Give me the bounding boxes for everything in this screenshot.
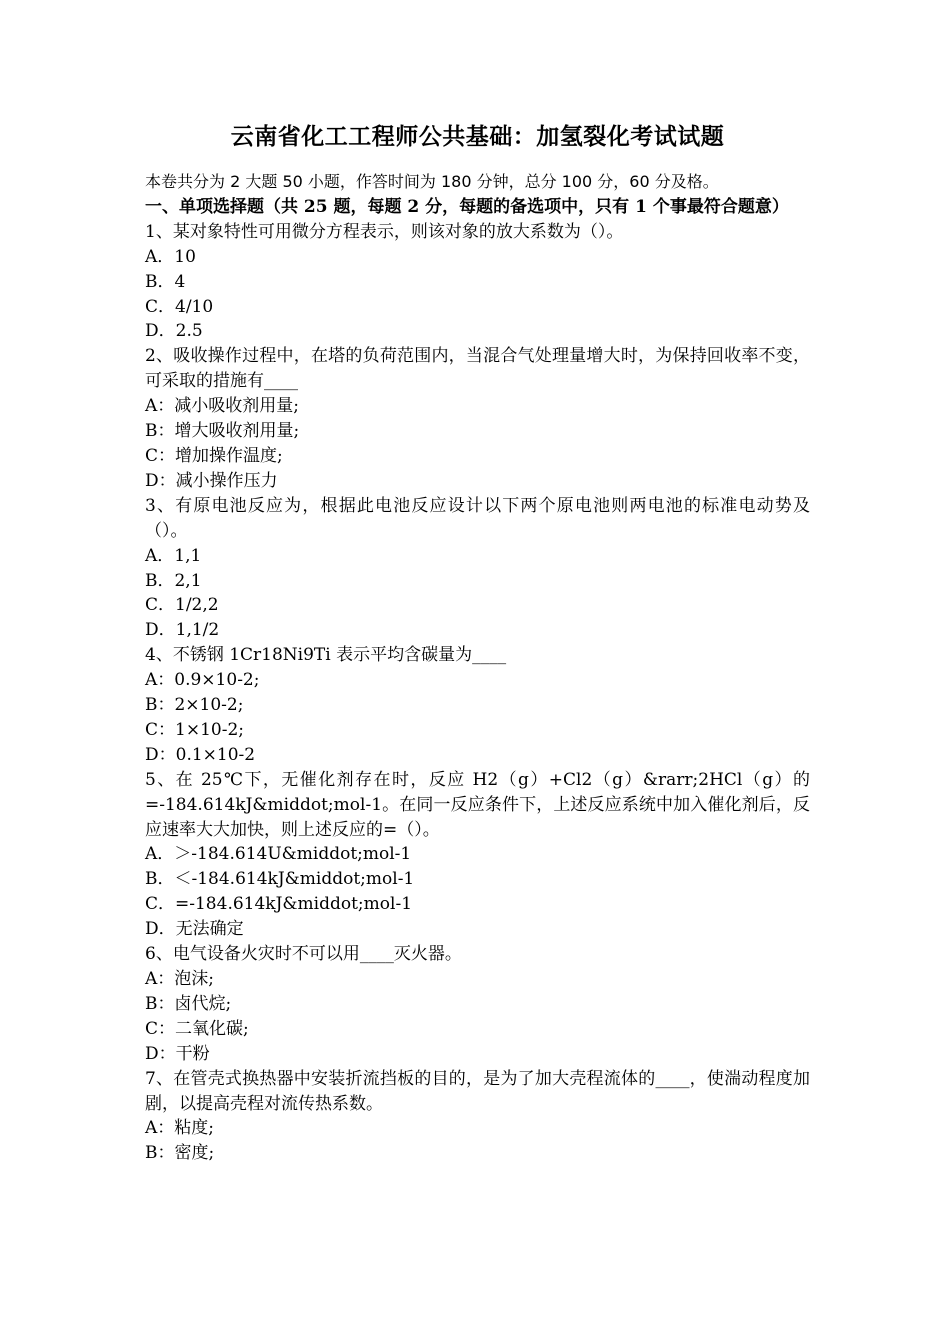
option-a: A：粘度; (145, 1118, 215, 1139)
document-content (145, 118, 810, 1166)
document-title: 云南省化工工程师公共基础：加氢裂化考试试题 (230, 123, 725, 150)
question-5 (145, 768, 810, 942)
question-stem: 4、不锈钢 1Cr18Ni9Ti 表示平均含碳量为____ (145, 645, 507, 666)
option-d: D：0.1×10-2 (145, 744, 256, 765)
option-b: B．＜-184.614kJ&middot;mol-1 (145, 869, 415, 890)
option-a: A．＞-184.614U&middot;mol-1 (145, 844, 412, 865)
option-b: B：密度; (145, 1143, 215, 1164)
question-3 (145, 494, 810, 643)
question-stem: 6、电气设备火灾时不可以用____灭火器。 (145, 944, 462, 965)
option-c: C．=-184.614kJ&middot;mol-1 (145, 894, 413, 915)
option-d: D：减小操作压力 (145, 470, 278, 491)
option-d: D：干粉 (145, 1043, 210, 1064)
option-b: B：卤代烷; (145, 993, 232, 1014)
section-heading-single-choice: 一、单项选择题（共 25 题，每题 2 分，每题的备选项中，只有 1 个事最符合题意） (145, 196, 789, 217)
option-a: A．10 (145, 246, 196, 267)
question-7 (145, 1067, 810, 1167)
option-c: C：二氧化碳; (145, 1018, 249, 1039)
option-d: D．无法确定 (145, 919, 244, 940)
option-c: C．1/2,2 (145, 595, 219, 616)
exam-intro: 本卷共分为 2 大题 50 小题，作答时间为 180 分钟，总分 100 分，60 分及格。 (145, 172, 719, 191)
option-b: B：增大吸收剂用量; (145, 421, 300, 442)
option-a: A．1,1 (145, 545, 202, 566)
question-stem: 5、在 25℃下，无催化剂存在时，反应 H2（g）+Cl2（g）&rarr;2HCl（g）的=-184.614kJ&middot;mol-1。在同一反应条件下，上述反应系统中加入催化剂后，反应速率大大加快，则上述反应的=（）。 (145, 769, 810, 840)
question-stem: 1、某对象特性可用微分方程表示，则该对象的放大系数为（）。 (145, 221, 624, 242)
question-stem: 3、有原电池反应为，根据此电池反应设计以下两个原电池则两电池的标准电动势及（）。 (145, 495, 810, 541)
option-b: B：2×10-2; (145, 695, 244, 716)
question-stem: 2、吸收操作过程中，在塔的负荷范围内，当混合气处理量增大时，为保持回收率不变，可采取的措施有____ (145, 346, 810, 392)
option-a: A：0.9×10-2; (145, 670, 260, 691)
question-stem: 7、在管壳式换热器中安装折流挡板的目的，是为了加大壳程流体的____，使湍动程度加剧，以提高壳程对流传热系数。 (145, 1068, 810, 1114)
option-c: C：1×10-2; (145, 719, 244, 740)
option-c: C：增加操作温度; (145, 445, 283, 466)
option-b: B．2,1 (145, 570, 202, 591)
question-6 (145, 942, 810, 1067)
option-b: B．4 (145, 271, 186, 292)
option-a: A：减小吸收剂用量; (145, 396, 300, 417)
question-4 (145, 643, 810, 768)
question-2 (145, 344, 810, 493)
option-d: D．2.5 (145, 321, 203, 342)
option-d: D．1,1/2 (145, 620, 220, 641)
option-a: A：泡沫; (145, 969, 215, 989)
option-c: C．4/10 (145, 296, 214, 317)
question-1 (145, 220, 810, 345)
